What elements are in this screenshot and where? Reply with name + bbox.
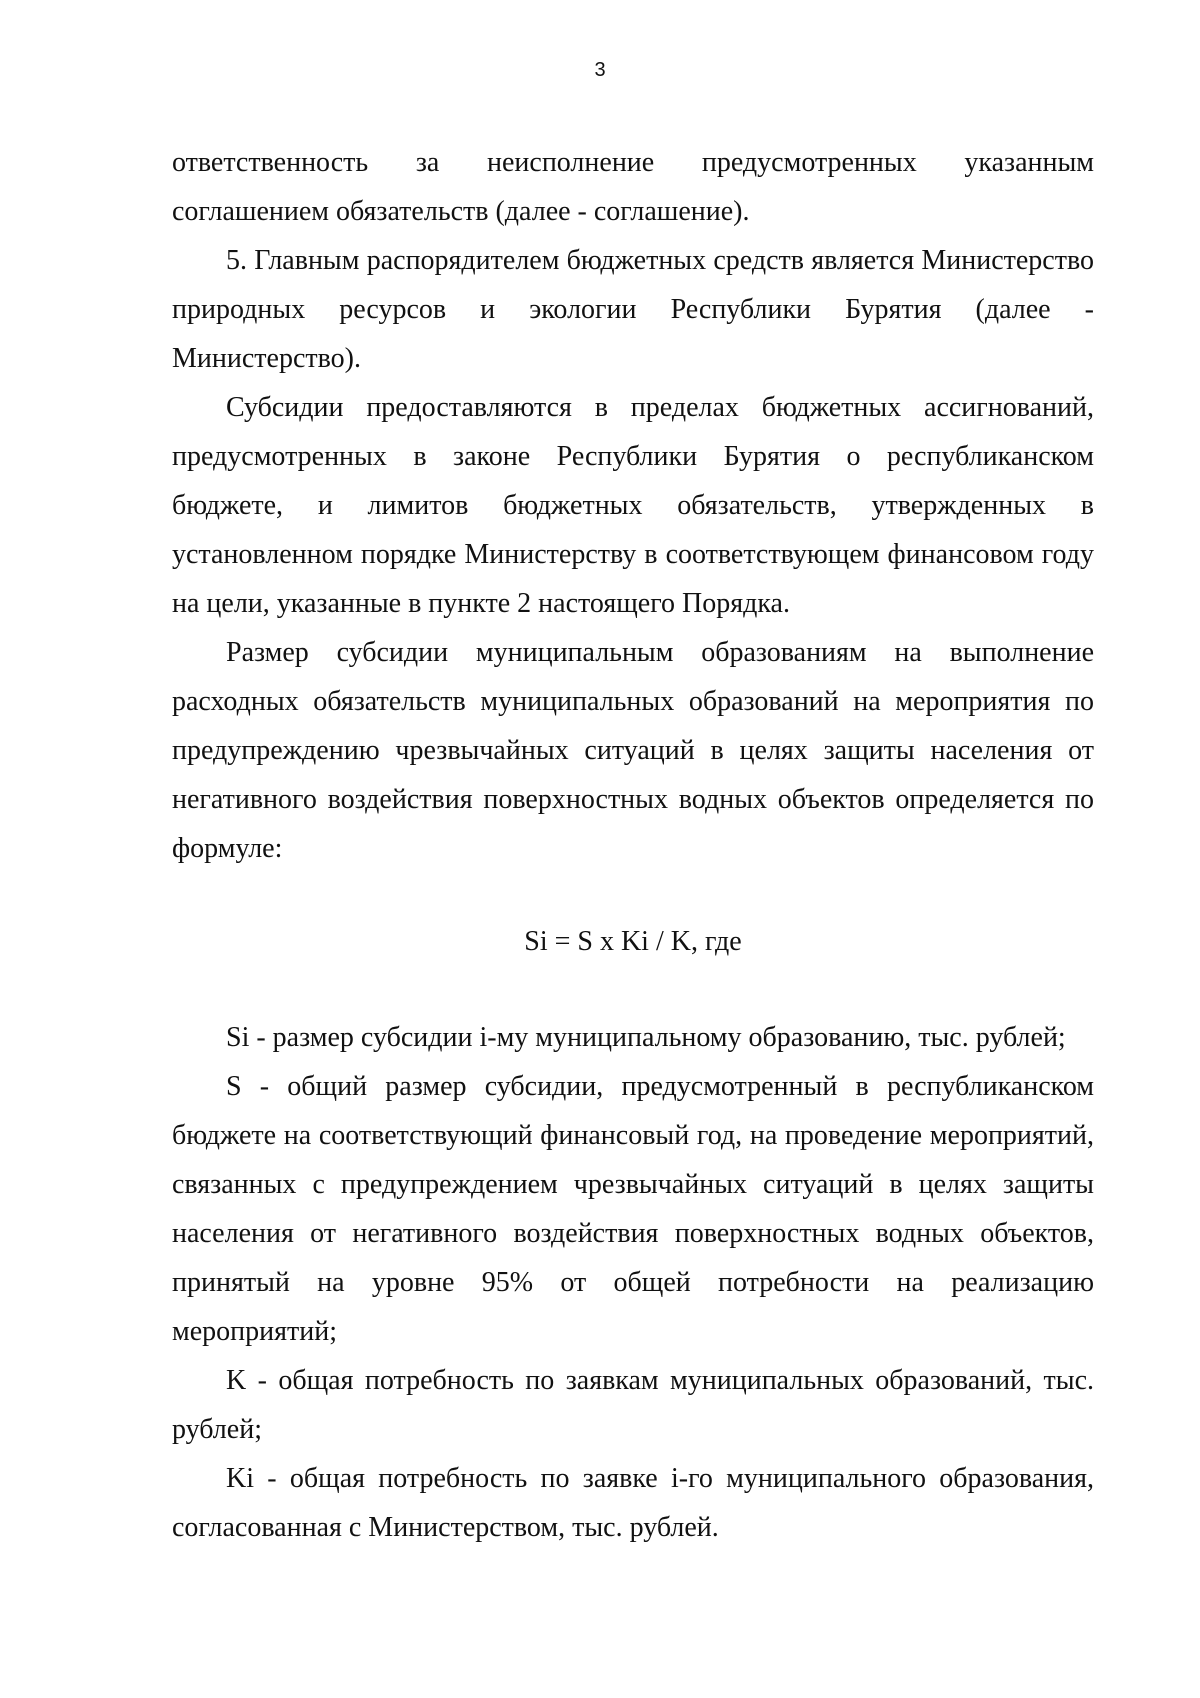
document-body — [172, 138, 1094, 1552]
definition-ki: Ki - общая потребность по заявке i-го муниципального образования, согласованная с Министерством, тыс. рублей. — [172, 1463, 1094, 1543]
paragraph-responsibility: ответственность за неисполнение предусмотренных указанным соглашением обязательств (далее - соглашение). — [172, 147, 1094, 227]
definition-si: Si - размер субсидии i-му муниципальному образованию, тыс. рублей; — [226, 1022, 1066, 1053]
page-number: 3 — [594, 59, 606, 81]
paragraph-subsidy-size: Размер субсидии муниципальным образованиям на выполнение расходных обязательств муниципальных образований на мероприятия по предупреждению чрезвычайных ситуаций в целях защиты населения от негативного воздействия поверхностных водных объектов определяется по формуле: — [172, 637, 1094, 864]
definition-s: S - общий размер субсидии, предусмотренный в республиканском бюджете на соответствующий финансовый год, на проведение мероприятий, связанных с предупреждением чрезвычайных ситуаций в целях защиты населения от негативного воздействия поверхностных водных объектов, принятый на уровне 95% от общей потребности на реализацию мероприятий; — [172, 1071, 1094, 1347]
definition-k: K - общая потребность по заявкам муниципальных образований, тыс. рублей; — [172, 1365, 1094, 1445]
paragraph-chief-administrator: 5. Главным распорядителем бюджетных средств является Министерство природных ресурсов и экологии Республики Бурятия (далее - Министерство). — [172, 245, 1094, 374]
subsidy-formula: Si = S x Ki / K, где — [524, 926, 742, 957]
paragraph-subsidy-limits: Субсидии предоставляются в пределах бюджетных ассигнований, предусмотренных в законе Республики Бурятия о республиканском бюджете, и лимитов бюджетных обязательств, утвержденных в установленном порядке Министерству в соответствующем финансовом году на цели, указанные в пункте 2 настоящего Порядка. — [172, 392, 1094, 619]
